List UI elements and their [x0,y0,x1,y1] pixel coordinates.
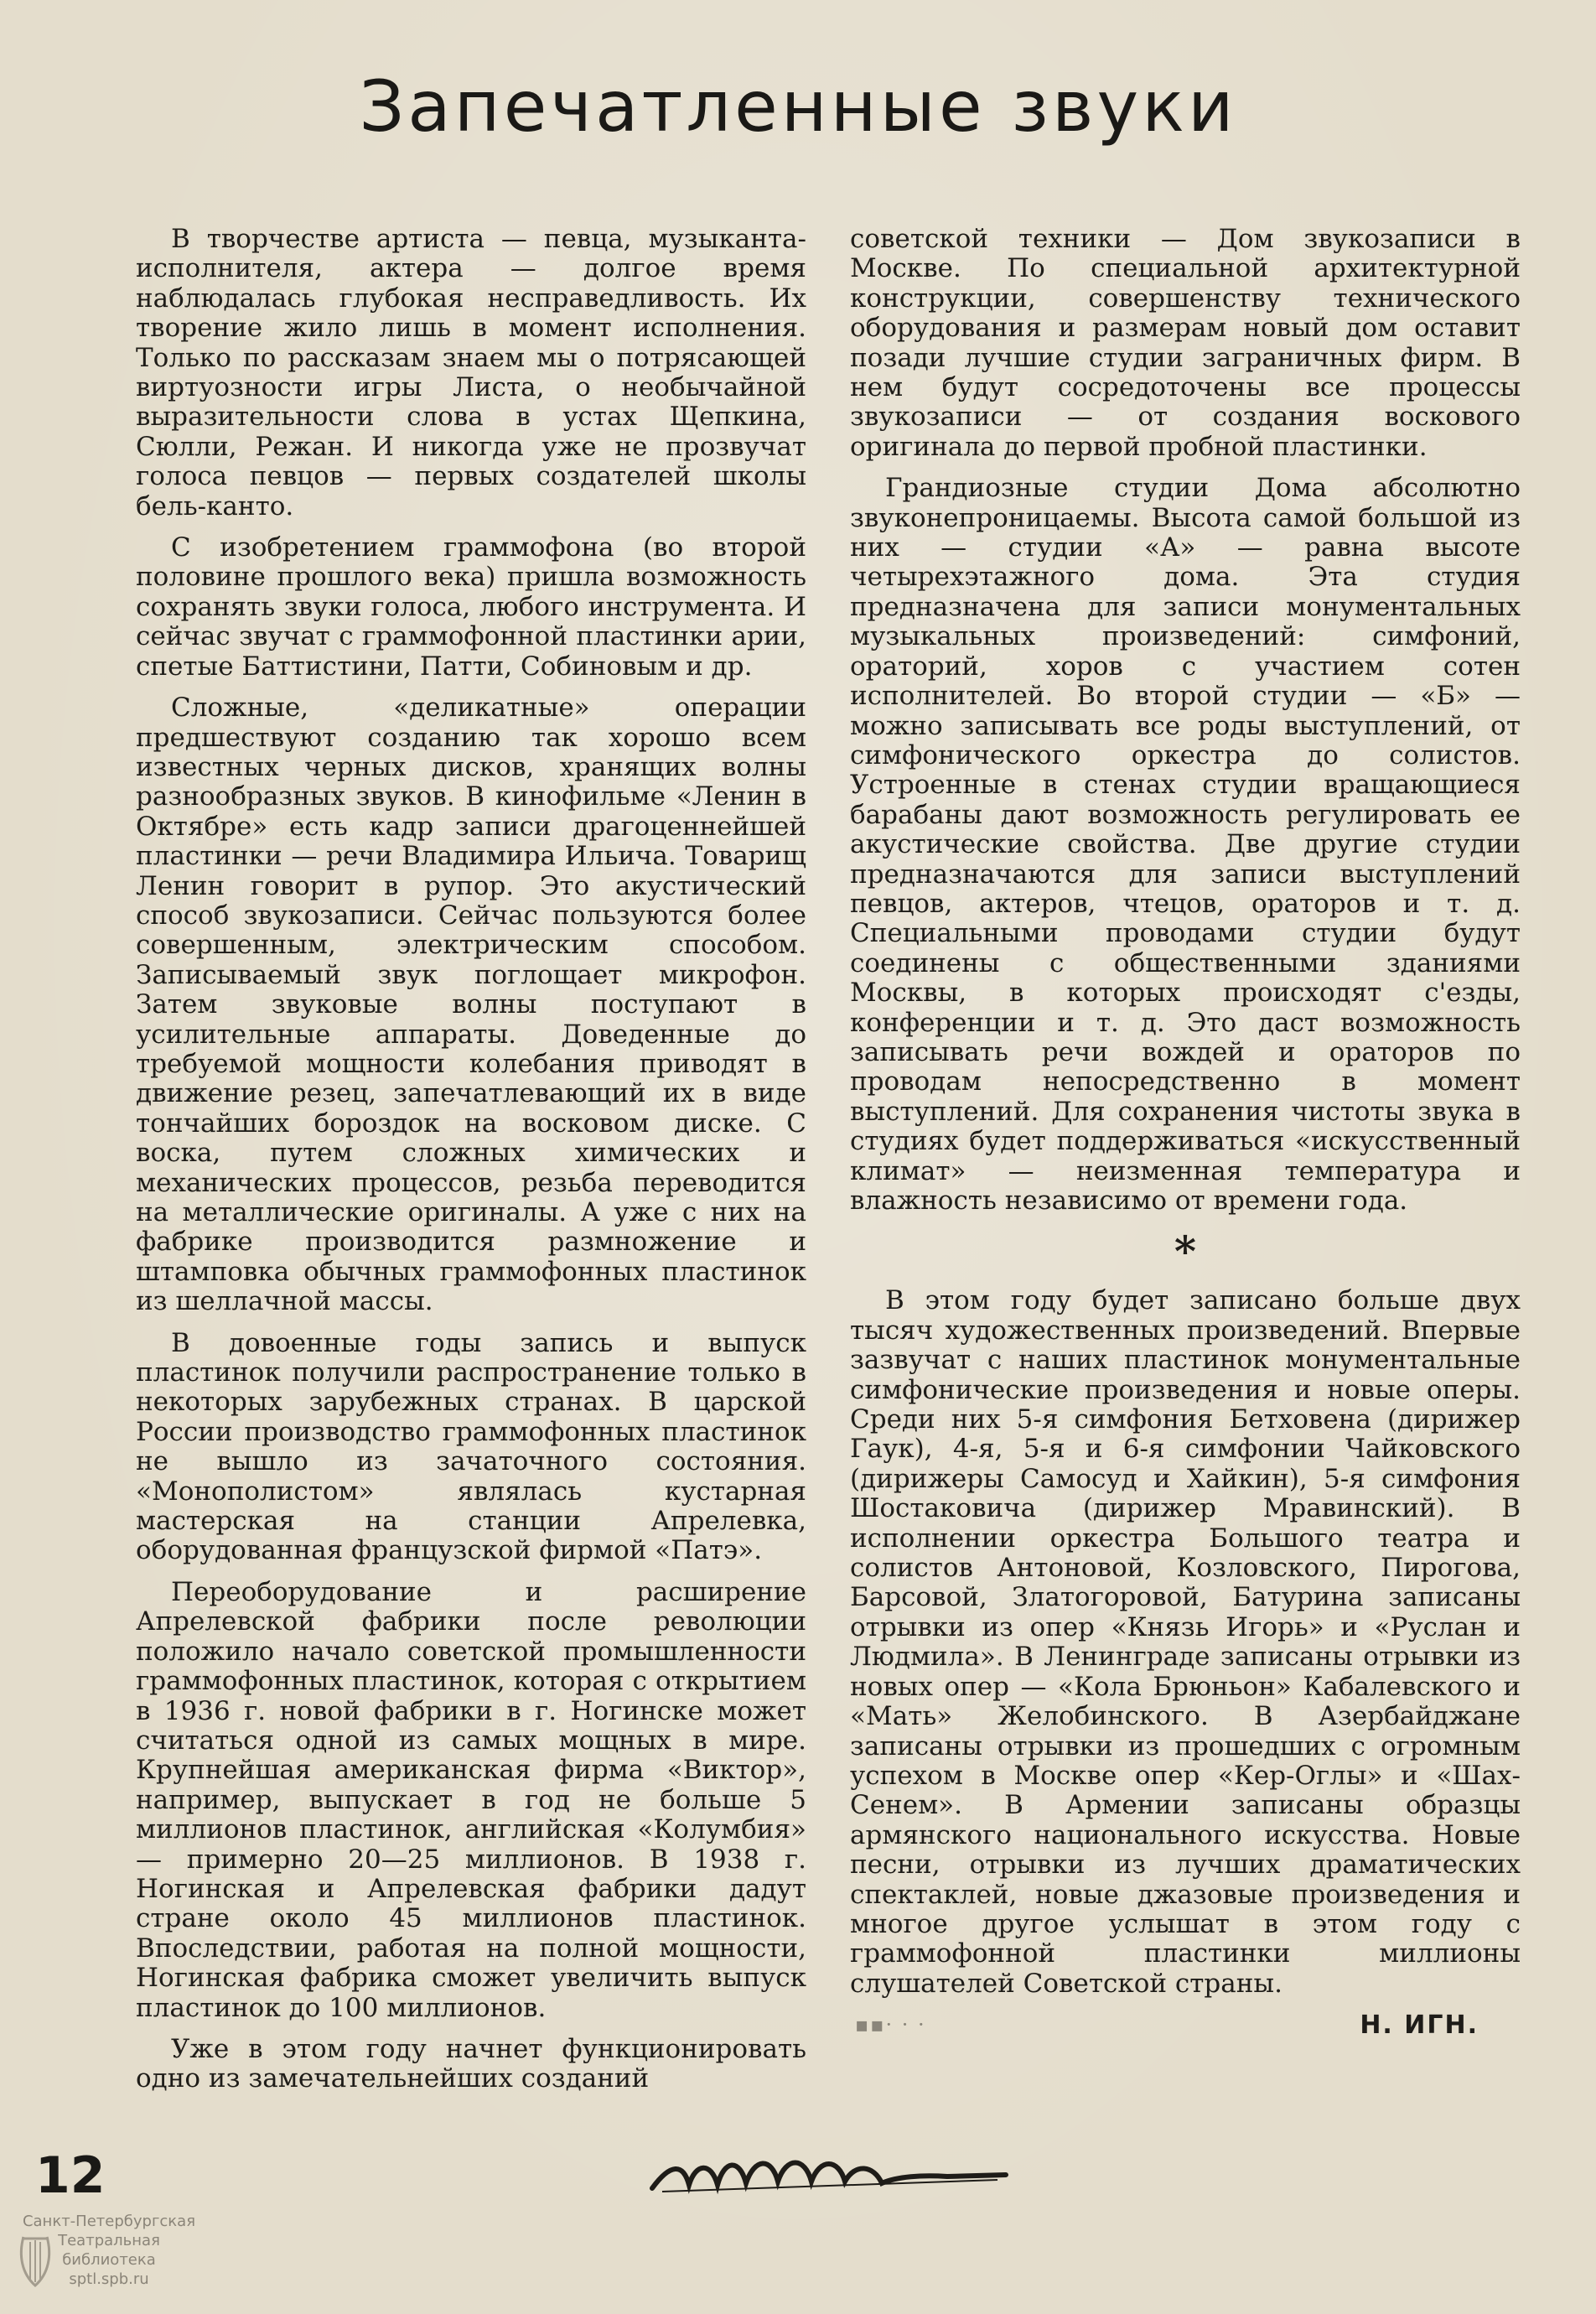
left-paragraph-4: В довоенные годы запись и выпуск пластинок получили распространение только в некоторых зарубежных странах. В царской России производство граммофонных пластинок не вышло из зачаточного состояния. «Монополистом» являлась кустарная мастерская на станции Апрелевка, оборудованная французской фирмой «Патэ». [136,1327,806,1566]
section-separator-asterisk: * [1174,1227,1197,1277]
author-signature: Н. ИГН. [1360,2010,1479,2041]
page-number: 12 [35,2146,106,2205]
right-column [850,225,1521,2041]
stamp-line-1: Санкт-Петербургская [22,2213,196,2230]
right-paragraph-2: Грандиозные студии Дома абсолютно звуконепроницаемы. Высота самой большой из них — студии «А» — равна высоте четырехэтажного дома. Эта студия предназначена для записи монументальных музыкальных произведений: симфоний, ораторий, хоров с участием сотен исполнителей. Во второй студии — «Б» — можно записывать все роды выступлений, от симфонического оркестра до солистов. Устроенные в стенах студии вращающиеся барабаны дают возможность регулировать ее акустические свойства. Две другие студии предназначаются для записи выступлений певцов, актеров, чтецов, ораторов и т. д. Специальными проводами студии будут соединены с общественными зданиями Москвы, в которых происходят с'езды, конференции и т. д. Это даст возможность записывать речи вождей и ораторов по проводам непосредственно в момент выступлений. Для сохранения чистоты звука в студиях будет поддерживаться «искусственный климат» — неизменная температура и влажность независимо от времени года. [850,473,1521,1216]
stamp-line-3: библиотека [62,2251,156,2269]
right-paragraph-1: советской техники — Дом звукозаписи в Москве. По специальной архитектурной конструкции, совершенству технического оборудования и размерам новый дом оставит позади лучшие студии заграничных фирм. В нем будут сосредоточены все процессы звукозаписи — от создания воскового оригинала до первой пробной пластинки. [850,224,1521,462]
ink-smudge: ▪▪· · · [855,2013,926,2037]
left-paragraph-1: В творчестве артиста — певца, музыканта-исполнителя, актера — долгое время наблюдалась глубокая несправедливость. Их творение жило лишь в момент исполнения. Только по рассказам знаем мы о потрясающей виртуозности игры Листа, о необычайной выразительности слова в устах Щепкина, Сюлли, Режан. И никогда уже не прозвучат голоса певцов — первых создателей школы бель-канто. [136,224,806,521]
left-paragraph-2: С изобретением граммофона (во второй половине прошлого века) пришла возможность сохранять звуки голоса, любого инструмента. И сейчас звучат с граммофонной пластинки арии, спетые Баттистини, Патти, Собиновым и др. [136,532,806,682]
left-paragraph-6: Уже в этом году начнет функционировать одно из замечательнейших созданий [136,2033,806,2094]
decorative-flourish [645,2146,1014,2205]
library-stamp [8,2212,210,2289]
signature-row [850,2010,1521,2040]
left-paragraph-5: Переоборудование и расширение Апрелевской фабрики после революции положило начало советской промышленности граммофонных пластинок, которая с открытием в 1936 г. новой фабрики в г. Ногинске может считаться одной из самых мощных в мире. Крупнейшая американская фирма «Виктор», например, выпускает в год не больше 5 миллионов пластинок, английская «Колумбия» — примерно 20—25 миллионов. В 1938 г. Ногинская и Апрелевская фабрики дадут стране около 45 миллионов пластинок. Впоследствии, работая на полной мощности, Ногинская фабрика сможет увеличить выпуск пластинок до 100 миллионов. [136,1576,806,2023]
right-paragraph-3: В этом году будет записано больше двух тысяч художественных произведений. Впервые зазвучат с наших пластинок монументальные симфонические произведения и новые оперы. Среди них 5-я симфония Бетховена (дирижер Гаук), 4-я, 5-я и 6-я симфонии Чайковского (дирижеры Самосуд и Хайкин), 5-я симфония Шостаковича (дирижер Мравинский). В исполнении оркестра Большого театра и солистов Антоновой, Козловского, Пирогова, Барсовой, Златогоровой, Батурина записаны отрывки из опер «Князь Игорь» и «Руслан и Людмила». В Ленинграде записаны отрывки из новых опер — «Кола Брюньон» Кабалевского и «Мать» Желобинского. В Азербайджане записаны отрывки из прошедших с огромным успехом в Москве опер «Кер-Оглы» и «Шах-Сенем». В Армении записаны образцы армянского национального искусства. Новые песни, отрывки из лучших драматических спектаклей, новые джазовые произведения и многое другое услышат в этом году с граммофонной пластинки миллионы слушателей Советской страны. [850,1285,1521,1999]
left-column [136,225,806,2106]
stamp-line-4: sptl.spb.ru [69,2270,149,2288]
article-title: Запечатленные звуки [359,65,1237,148]
left-paragraph-3: Сложные, «деликатные» операции предшествуют созданию так хорошо всем известных черных дисков, хранящих волны разнообразных звуков. В кинофильме «Ленин в Октябре» есть кадр записи драгоценнейшей пластинки — речи Владимира Ильича. Товарищ Ленин говорит в рупор. Это акустический способ звукозаписи. Сейчас пользуются более совершенным, электрическим способом. Записываемый звук поглощает микрофон. Затем звуковые волны поступают в усилительные аппараты. Доведенные до требуемой мощности колебания приводят в движение резец, запечатлевающий их в виде тончайших бороздок на восковом диске. С воска, путем сложных химических и механических процессов, резьба переводится на металлические оригиналы. А уже с них на фабрике производится размножение и штамповка обычных граммофонных пластинок из шеллачной массы. [136,693,806,1317]
stamp-line-2: Театральная [58,2232,160,2249]
